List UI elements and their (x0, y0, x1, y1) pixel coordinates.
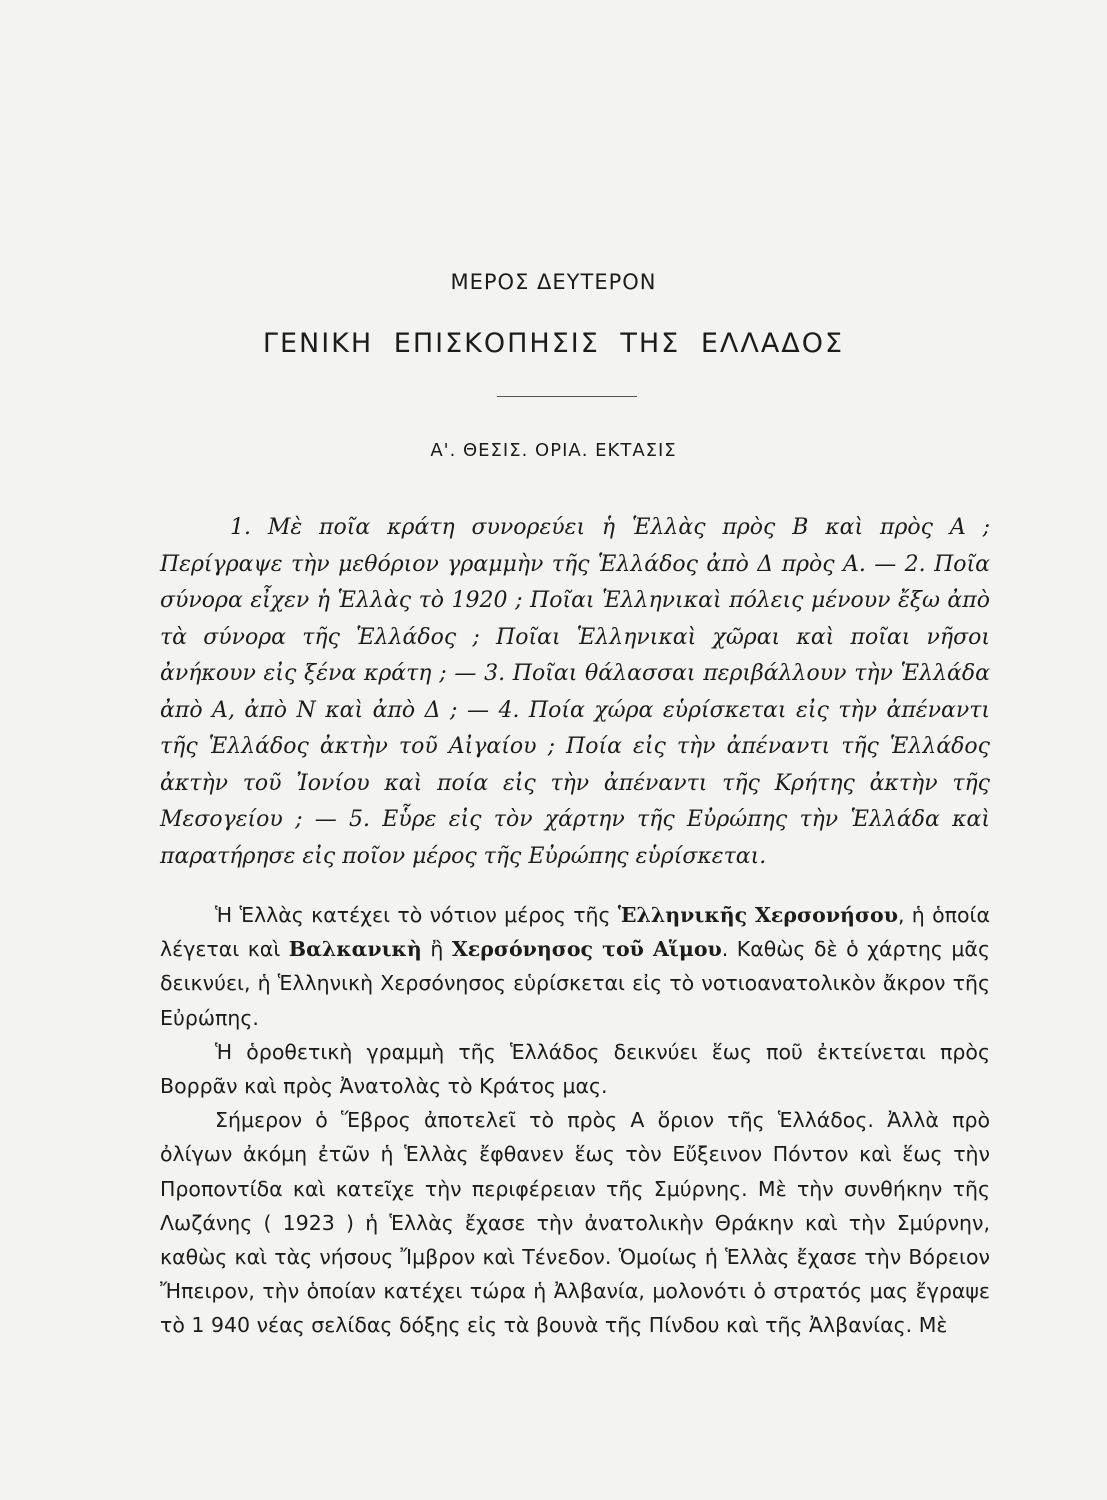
term-hellenic-peninsula: Ἑλληνικῆς Χερσονήσου (617, 903, 898, 927)
paragraph-2: Ἡ ὁροθετικὴ γραμμὴ τῆς Ἑλλάδος δεικνύει ἕως ποῦ ἐκτείνεται πρὸς Βορρᾶν καὶ πρὸς Ἀνατολὰς τὸ Κράτος μας. (160, 1039, 990, 1099)
p1-text-2: , ἡ ὁποία λέγεται καὶ (160, 903, 991, 962)
p1-text-4: . Καθὼς δὲ ὁ χάρτης μᾶς δεικνύει, ἡ Ἑλληνικὴ Χερσόνησος εὑρίσκεται εἰς τὸ νοτιοανατολικὸν ἄκρον τῆς Εὐρώπης. (160, 937, 990, 1030)
title-divider (497, 396, 637, 397)
p1-text-3: ἢ (421, 937, 452, 962)
paragraph-3: Σήμερον ὁ Ἕβρος ἀποτελεῖ τὸ πρὸς Α ὅριον τῆς Ἑλλάδος. Ἀλλὰ πρὸ ὀλίγων ἀκόμη ἐτῶν ἡ Ἑλλὰς ἔφθανεν ἕως τὸν Εὔξεινον Πόντον καὶ ἕως τὴν Προποντίδα καὶ κατεῖχε τὴν περιφέρειαν τῆς Σμύρνης. Μὲ τὴν συνθήκην τῆς Λωζάνης ( 1923 ) ἡ Ἑλλὰς ἔχασε τὴν ἀνατολικὴν Θράκην καὶ τὴν Σμύρνην, καθὼς καὶ τὰς νήσους Ἴμβρον καὶ Τένεδον. Ὁμοίως ἡ Ἑλλὰς ἔχασε τὴν Βόρειον Ἤπειρον, τὴν ὁποίαν κατέχει τώρα ἡ Ἀλβανία, μολονότι ὁ στρατός μας ἔγραψε τὸ 1 940 νέας σελίδας δόξης εἰς τὰ βουνὰ τῆς Πίνδου καὶ τῆς Ἀλβανίας. Μὲ (160, 1108, 990, 1338)
term-haemus-peninsula: Χερσόνησος τοῦ Αἵμου (451, 937, 722, 962)
review-questions: 1. Μὲ ποῖα κράτη συνορεύει ἡ Ἑλλὰς πρὸς Β καὶ πρὸς Α ; Περίγραψε τὴν μεθόριον γραμμὴν τῆς Ἑλλάδος ἀπὸ Δ πρὸς Α. — 2. Ποῖα σύνορα εἶχεν ἡ Ἑλλὰς τὸ 1920 ; Ποῖαι Ἑλληνικαὶ πόλεις μένουν ἔξω ἀπὸ τὰ σύνορα τῆς Ἑλλάδος ; Ποῖαι Ἑλληνικαὶ χῶραι καὶ ποῖαι νῆσοι ἀνήκουν εἰς ξένα κράτη ; — 3. Ποῖαι θάλασσαι περιβάλλουν τὴν Ἑλλάδα ἀπὸ Α, ἀπὸ Ν καὶ ἀπὸ Δ ; — 4. Ποία χώρα εὑρίσκεται εἰς τὴν ἀπέναντι τῆς Ἑλλάδος ἀκτὴν τοῦ Αἰγαίου ; Ποία εἰς τὴν ἀπέναντι τῆς Ἑλλάδος ἀκτὴν τοῦ Ἰονίου καὶ ποία εἰς τὴν ἀπέναντι τῆς Κρήτης ἀκτὴν τῆς Μεσογείου ; — 5. Εὗρε εἰς τὸν χάρτην τῆς Εὐρώπης τὴν Ἑλλάδα καὶ παρατήρησε εἰς ποῖον μέρος τῆς Εὐρώπης εὑρίσκεται. (160, 515, 990, 869)
p1-text-1: Ἡ Ἑλλὰς κατέχει τὸ νότιον μέρος τῆς (215, 903, 618, 927)
part-title: ΜΕΡΟΣ ΔΕΥΤΕΡΟΝ (450, 270, 657, 294)
paragraph-1 (160, 898, 990, 1035)
section-title: Α'. ΘΕΣΙΣ. ΟΡΙΑ. ΕΚΤΑΣΙΣ (430, 440, 677, 461)
body-text (160, 898, 990, 1343)
term-balkan: Βαλκανικὴ (288, 937, 422, 962)
main-title: ΓΕΝΙΚΗ ΕΠΙΣΚΟΠΗΣΙΣ ΤΗΣ ΕΛΛΑΔΟΣ (262, 328, 845, 359)
